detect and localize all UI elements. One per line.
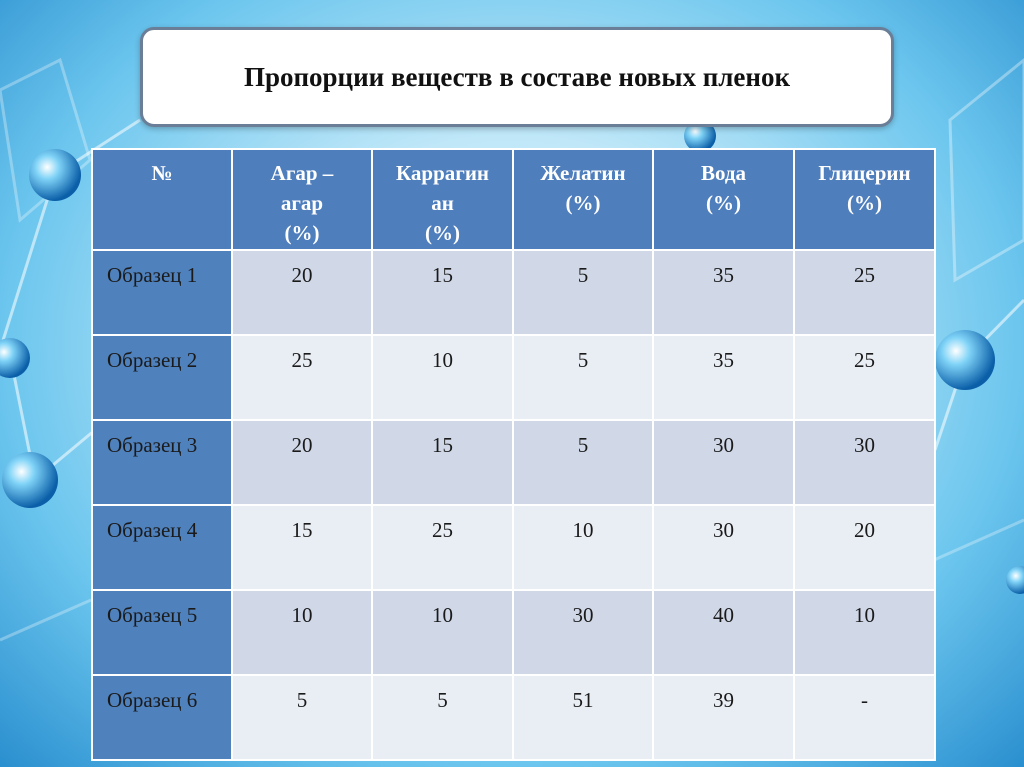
cell-gelatin: 5 (513, 335, 653, 420)
cell-carrageenan: 10 (372, 590, 513, 675)
cell-glycerin: 25 (794, 335, 935, 420)
table-row (92, 590, 935, 675)
header-number: № (92, 149, 232, 250)
cell-gelatin: 10 (513, 505, 653, 590)
cell-gelatin: 5 (513, 420, 653, 505)
cell-gelatin: 51 (513, 675, 653, 760)
slide-title: Пропорции веществ в составе новых пленок (243, 61, 791, 92)
cell-agar: 20 (232, 420, 372, 505)
cell-water: 35 (653, 335, 794, 420)
cell-carrageenan: 5 (372, 675, 513, 760)
header-agar: Агар – агар (%) (232, 149, 372, 250)
cell-gelatin: 5 (513, 250, 653, 335)
cell-agar: 15 (232, 505, 372, 590)
sample-label: Образец 5 (92, 590, 232, 675)
cell-carrageenan: 10 (372, 335, 513, 420)
header-water: Вода (%) (653, 149, 794, 250)
sample-label: Образец 6 (92, 675, 232, 760)
cell-carrageenan: 25 (372, 505, 513, 590)
cell-water: 30 (653, 505, 794, 590)
sample-label: Образец 1 (92, 250, 232, 335)
header-carrageenan: Каррагин ан (%) (372, 149, 513, 250)
title-box (140, 27, 894, 127)
sample-label: Образец 4 (92, 505, 232, 590)
header-gelatin: Желатин (%) (513, 149, 653, 250)
cell-glycerin: 20 (794, 505, 935, 590)
composition-table (91, 148, 936, 761)
cell-agar: 25 (232, 335, 372, 420)
cell-agar: 5 (232, 675, 372, 760)
table-row (92, 675, 935, 760)
cell-water: 40 (653, 590, 794, 675)
cell-agar: 20 (232, 250, 372, 335)
cell-glycerin: 25 (794, 250, 935, 335)
cell-water: 35 (653, 250, 794, 335)
table-header-row (92, 149, 935, 250)
cell-carrageenan: 15 (372, 420, 513, 505)
cell-water: 39 (653, 675, 794, 760)
header-glycerin: Глицерин (%) (794, 149, 935, 250)
cell-carrageenan: 15 (372, 250, 513, 335)
table-row (92, 250, 935, 335)
table-row (92, 505, 935, 590)
cell-glycerin: 30 (794, 420, 935, 505)
table-row (92, 420, 935, 505)
cell-gelatin: 30 (513, 590, 653, 675)
table-row (92, 335, 935, 420)
sample-label: Образец 3 (92, 420, 232, 505)
cell-glycerin: - (794, 675, 935, 760)
cell-glycerin: 10 (794, 590, 935, 675)
cell-agar: 10 (232, 590, 372, 675)
sample-label: Образец 2 (92, 335, 232, 420)
cell-water: 30 (653, 420, 794, 505)
